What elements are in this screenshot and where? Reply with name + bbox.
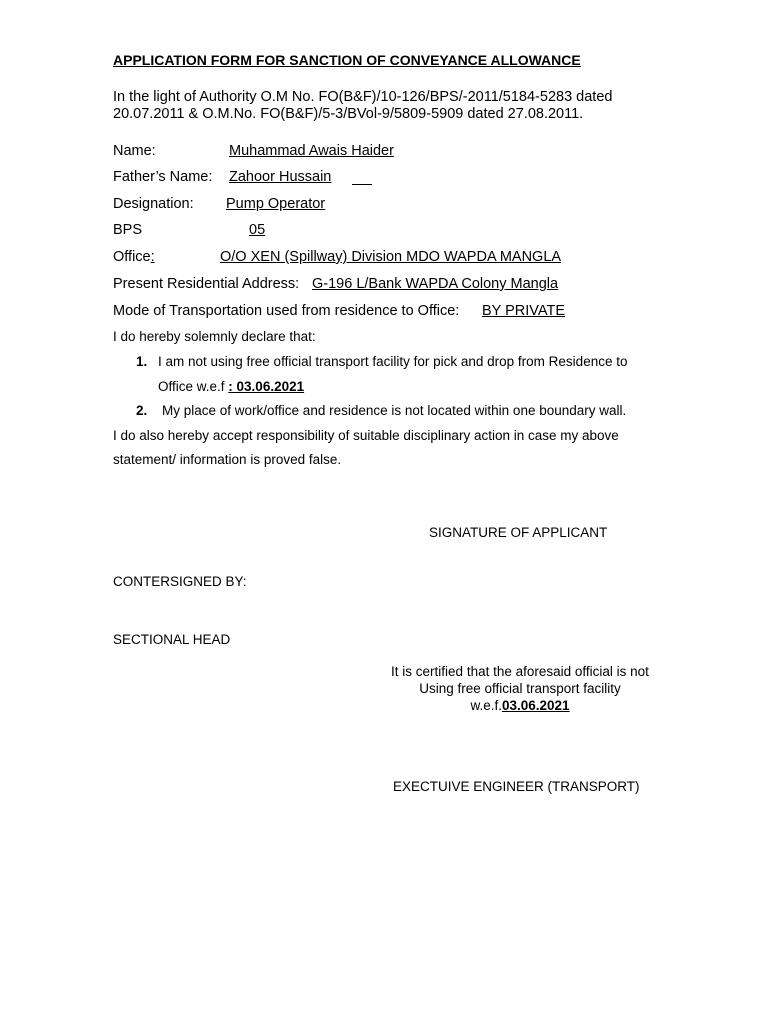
office-label-text: Office bbox=[113, 249, 151, 265]
name-value: Muhammad Awais Haider bbox=[229, 143, 394, 159]
declaration-item-1-line-2 bbox=[158, 379, 304, 394]
authority-reference bbox=[113, 89, 673, 123]
bps-label: BPS bbox=[113, 222, 143, 238]
acceptance-line-1: I do also hereby accept responsibility of suitable disciplinary action in case my above bbox=[113, 428, 619, 443]
certification-wef-prefix: w.e.f. bbox=[470, 698, 502, 713]
designation-label: Designation: bbox=[113, 196, 194, 212]
office-label bbox=[113, 249, 160, 265]
certification-date: 03.06.2021 bbox=[501, 698, 570, 713]
declaration-intro: I do hereby solemnly declare that: bbox=[113, 329, 316, 344]
declaration-item-1-prefix: Office w.e.f bbox=[158, 379, 225, 394]
form-title: APPLICATION FORM FOR SANCTION OF CONVEYANCE ALLOWANCE bbox=[113, 52, 581, 68]
transport-label: Mode of Transportation used from residence to Office: bbox=[113, 303, 460, 319]
office-label-colon: : bbox=[150, 249, 155, 265]
declaration-item-1-date: : 03.06.2021 bbox=[228, 379, 305, 394]
certification-line-1: It is certified that the aforesaid official is not bbox=[391, 664, 649, 679]
certification-block bbox=[378, 663, 662, 714]
address-value: G-196 L/Bank WAPDA Colony Mangla bbox=[312, 276, 559, 292]
authority-line-2: 20.07.2011 & O.M.No. FO(B&F)/5-3/BVol-9/5809-5909 dated 27.08.2011. bbox=[113, 106, 584, 122]
bps-value: 05 bbox=[249, 222, 266, 238]
acceptance-line-2: statement/ information is proved false. bbox=[113, 452, 342, 467]
name-label: Name: bbox=[113, 143, 156, 159]
declaration-item-1-number: 1. bbox=[136, 354, 148, 369]
countersigned-by-label: CONTERSIGNED BY: bbox=[113, 574, 247, 589]
signature-of-applicant-label: SIGNATURE OF APPLICANT bbox=[429, 525, 608, 540]
office-value: O/O XEN (Spillway) Division MDO WAPDA MANGLA bbox=[220, 249, 562, 265]
designation-value: Pump Operator bbox=[226, 196, 326, 212]
certification-line-2: Using free official transport facility bbox=[419, 681, 621, 696]
father-name-label: Father’s Name: bbox=[113, 169, 213, 185]
declaration-item-2-text: My place of work/office and residence is not located within one boundary wall. bbox=[162, 403, 627, 418]
transport-value: BY PRIVATE bbox=[482, 303, 565, 319]
father-name-value: Zahoor Hussain bbox=[229, 169, 332, 185]
declaration-item-2-number: 2. bbox=[136, 403, 148, 418]
address-label: Present Residential Address: bbox=[113, 276, 300, 292]
certification-line-3 bbox=[378, 697, 662, 714]
sectional-head-label: SECTIONAL HEAD bbox=[113, 632, 231, 647]
authority-line-1: In the light of Authority O.M No. FO(B&F)/10-126/BPS/-2011/5184-5283 dated bbox=[113, 89, 613, 105]
executive-engineer-label: EXECTUIVE ENGINEER (TRANSPORT) bbox=[393, 779, 640, 794]
declaration-item-1-line-1: I am not using free official transport facility for pick and drop from Residence to bbox=[158, 354, 628, 369]
father-name-blank-line bbox=[352, 184, 372, 185]
